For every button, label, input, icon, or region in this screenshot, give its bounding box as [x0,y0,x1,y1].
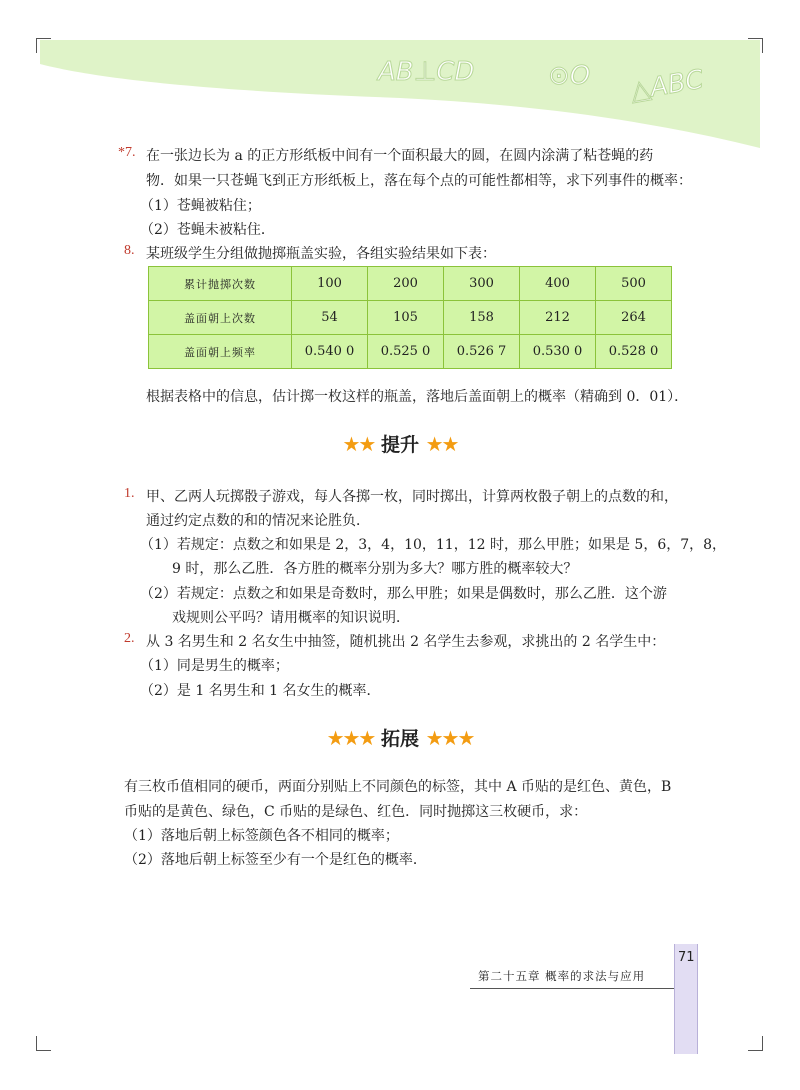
table-cell: 0.540 0 [292,335,368,369]
section-title: 拓展 [380,728,419,750]
question-text-line: 有三枚币值相同的硬币，两面分别贴上不同颜色的标签，其中 A 币贴的是红色、黄色，B [124,779,672,795]
sub-question: （1）同是男生的概率； [140,658,289,674]
table-cell: 264 [596,301,672,335]
row-header: 累计抛掷次数 [149,267,292,301]
table-cell: 500 [596,267,672,301]
table-cell: 300 [444,267,520,301]
question-text-line: 某班级学生分组做抛掷瓶盖实验，各组实验结果如下表： [146,246,496,262]
sub-question: （2）苍蝇未被粘住． [140,222,275,238]
row-header: 盖面朝上次数 [149,301,292,335]
star-icon: ★★ [425,432,458,456]
table-row [149,335,672,369]
question-text-line: 通过约定点数的和的情况来论胜负． [146,513,370,529]
star-icon: ★★ [342,432,375,456]
question-number: 8. [124,243,135,258]
sub-question: （2）若规定：点数之和如果是奇数时，那么甲胜；如果是偶数时，那么乙胜．这个游 [140,586,667,602]
page-number: 71 [678,950,695,965]
question-text-line: 在一张边长为 a 的正方形纸板中间有一个面积最大的圆，在圆内涂满了粘苍蝇的药 [146,148,654,164]
question-text-line: 根据表格中的信息，估计掷一枚这样的瓶盖，落地后盖面朝上的概率（精确到 0．01）． [146,389,689,405]
banner-symbol-circle: ⊙O [548,61,591,91]
table-cell: 0.530 0 [520,335,596,369]
section-title: 提升 [380,434,419,456]
question-text-line: 币贴的是黄色、绿色，C 币贴的是绿色、红色．同时抛掷这三枚硬币，求： [124,804,588,820]
table-cell: 54 [292,301,368,335]
sub-question: （1）若规定：点数之和如果是 2，3，4，10，11，12 时，那么甲胜；如果是 5，6，7，8， [140,537,727,553]
table-cell: 0.525 0 [368,335,444,369]
star-icon: ★★★ [425,726,474,750]
section-heading-extension [0,724,800,751]
crop-mark-bottom-left [36,1036,51,1051]
table-cell: 0.528 0 [596,335,672,369]
chapter-title: 第二十五章 概率的求法与应用 [478,969,646,983]
table-cell: 200 [368,267,444,301]
banner-symbol-triangle: △ABC [628,64,706,107]
table-cell: 105 [368,301,444,335]
sub-question: （2）是 1 名男生和 1 名女生的概率． [140,683,381,699]
sub-question: （1）苍蝇被粘住； [140,198,261,214]
sub-question: 戏规则公平吗？请用概率的知识说明． [172,610,410,626]
table-row [149,267,672,301]
star-icon: ★★★ [326,726,375,750]
crop-mark-bottom-right [748,1036,763,1051]
question-number: 2. [124,631,135,646]
question-text-line: 从 3 名男生和 2 名女生中抽签，随机挑出 2 名学生去参观，求挑出的 2 名学生中： [146,634,666,650]
question-number: 1. [124,486,135,501]
question-text-line: 物．如果一只苍蝇飞到正方形纸板上，落在每个点的可能性都相等，求下列事件的概率： [146,173,692,189]
sub-question: （1）落地后朝上标签颜色各不相同的概率； [124,828,399,844]
question-text-line: 甲、乙两人玩掷骰子游戏，每人各掷一枚，同时掷出，计算两枚骰子朝上的点数的和， [146,489,678,505]
table-cell: 158 [444,301,520,335]
footer-rule [470,988,674,989]
question-number: *7. [118,145,136,160]
table-cell: 100 [292,267,368,301]
table-row [149,301,672,335]
sub-question: 9 时，那么乙胜．各方胜的概率分别为多大？哪方胜的概率较大？ [172,561,578,577]
section-heading-advance [0,430,800,457]
table-cell: 212 [520,301,596,335]
sub-question: （2）落地后朝上标签至少有一个是红色的概率． [124,852,427,868]
header-banner [0,0,800,150]
experiment-table [148,266,672,369]
row-header: 盖面朝上频率 [149,335,292,369]
table-cell: 400 [520,267,596,301]
table-cell: 0.526 7 [444,335,520,369]
banner-symbol-perpendicular: AB⊥CD [378,57,475,87]
